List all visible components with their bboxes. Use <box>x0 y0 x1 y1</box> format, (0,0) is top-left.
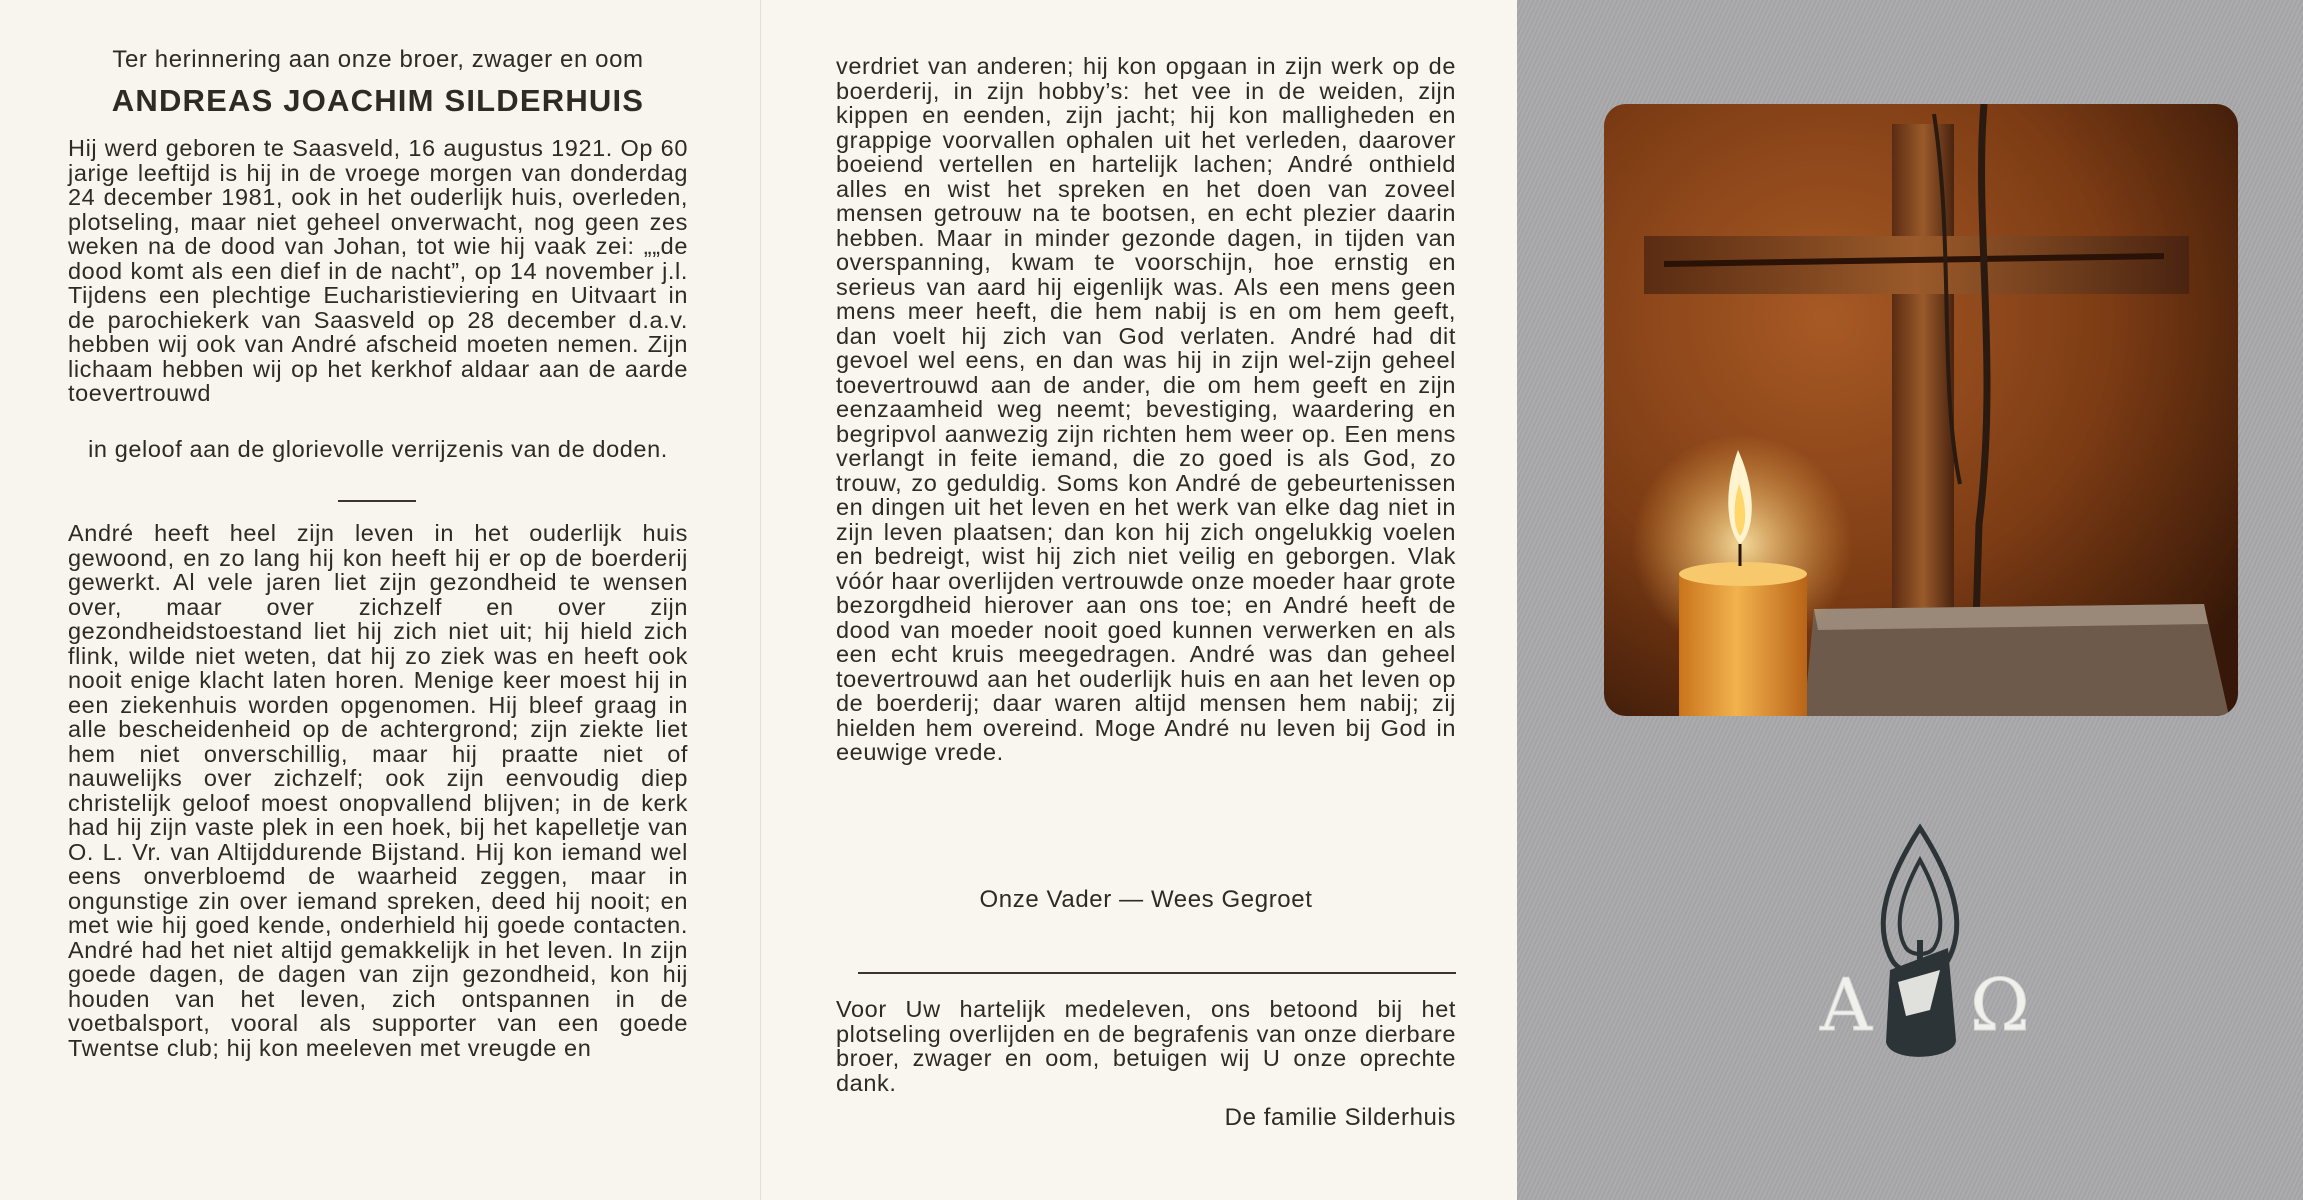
thanks-paragraph: Voor Uw hartelijk medeleven, ons betoond bij het plotseling overlijden en de begrafenis van onze dierbare broer, zwager en oom, betuigen wij U onze oprechte dank. <box>836 996 1456 1096</box>
biography-paragraph-2: André heeft heel zijn leven in het ouderlijk huis gewoond, en zo lang hij kon heeft hij er op de boerderij gewerkt. Al vele jaren liet zijn gezondheid te wensen over, maar over zichzelf en over zijn gezondheidstoestand liet hij zich niet uit; hij hield zich flink, wilde niet weten, dat hij zo ziek was en heeft ook nooit enige klacht laten horen. Menige keer moest hij in een ziekenhuis worden opgenomen. Hij bleef graag in alle bescheidenheid op de achtergrond; zijn ziekte liet hem niet onverschillig, maar hij praatte niet of nauwelijks over zichzelf; ook zijn eenvoudig diep christelijk geloof moest onopvallend blijven; in de kerk had hij zijn vaste plek in een hoek, bij het kapelletje van O. L. Vr. van Altijddurende Bijstand. Hij kon iemand wel eens onverbloemd de waarheid zeggen, maar in ongunstige zin over iemand spreken, deed hij nooit; en met wie hij goed kende, onderhield hij goede contacten. André had het niet altijd gemakkelijk in het leven. In zijn goede dagen, de dagen van zijn gezondheid, kon hij houden van het leven, zich ontspannen in de voetbalsport, vooral als supporter van een goede Twentse club; hij kon meeleven met vreugde en <box>68 520 688 1061</box>
long-divider <box>858 972 1456 974</box>
alpha-letter: A <box>1820 963 1872 1047</box>
deceased-name: ANDREAS JOACHIM SILDERHUIS <box>111 83 645 118</box>
alpha-omega-flame-icon <box>1780 820 2060 1090</box>
biography-paragraph-1: Hij werd geboren te Saasveld, 16 augustus 1921. Op 60 jarige leeftijd is hij in de vroege morgen van donderdag 24 december 1981, ook in het ouderlijk huis, overleden, plotseling, maar niet geheel onverwacht, nog geen zes weken na de dood van Johan, tot wie hij vaak zei: „„de dood komt als een dief in de nacht”, op 14 november j.l. Tijdens een plechtige Eucharistieviering en Uitvaart in de parochiekerk van Saasveld op 28 december d.a.v. hebben wij ook van André afscheid moeten nemen. Zijn lichaam hebben wij op het kerkhof aldaar aan de aarde toevertrouwd <box>68 135 688 406</box>
biography-paragraph-1-end: in geloof aan de glorievolle verrijzenis van de doden. <box>88 436 668 462</box>
short-divider <box>338 500 416 502</box>
omega-letter: Ω <box>1970 963 2030 1047</box>
intro-text: Ter herinnering aan onze broer, zwager en oom <box>112 46 644 73</box>
biography-paragraph-3: verdriet van anderen; hij kon opgaan in zijn werk op de boerderij, in zijn hobby’s: het vee in de weiden, zijn kippen en eenden, zijn jacht; hij kon malligheden en grappige voorvallen ophalen uit het verleden, daarover boeiend vertellen en hartelijk lachen; André onthield alles en wist het spreken en het doen van zoveel mensen getrouw na te bootsen, en echt plezier daarin hebben. Maar in minder gezonde dagen, in tijden van overspanning, kwam te voorschijn, hoe ernstig en serieus van aard hij eigenlijk was. Als een mens geen mens meer heeft, die hem nabij is en om hem geeft, dan voelt hij zich van God verlaten. André had dit gevoel wel eens, en dan was hij in zijn wel-zijn geheel toevertrouwd aan de ander, die om hem geeft en zijn eenzaamheid weg neemt; bevestiging, waardering en begripvol aanwezig zijn richten hem weer op. Een mens verlangt in feite iemand, die zo goed is als God, zo trouw, zo geduldig. Soms kon André de gebeurtenissen en dingen uit het leven en het werk van elke dag niet in zijn leven plaatsen; dan kon hij zich ongelukkig voelen en bedreigt, wist hij zich niet veilig en geborgen. Vlak vóór haar overlijden vertrouwde onze moeder haar grote bezorgdheid hierover aan ons toe; en André heeft de dood van moeder nooit goed kunnen verwerken en als een echt kruis meegedragen. André was dan geheel toevertrouwd aan het ouderlijk huis en aan het leven op de boerderij; daar waren altijd mensen hem nabij; zij hielden hem overeind. Moge André nu leven bij God in eeuwige vrede. <box>836 53 1456 765</box>
prayer-line: Onze Vader — Wees Gegroet <box>979 886 1313 913</box>
family-signature: De familie Silderhuis <box>1224 1104 1456 1131</box>
cross-candle-photo <box>1604 104 2238 716</box>
